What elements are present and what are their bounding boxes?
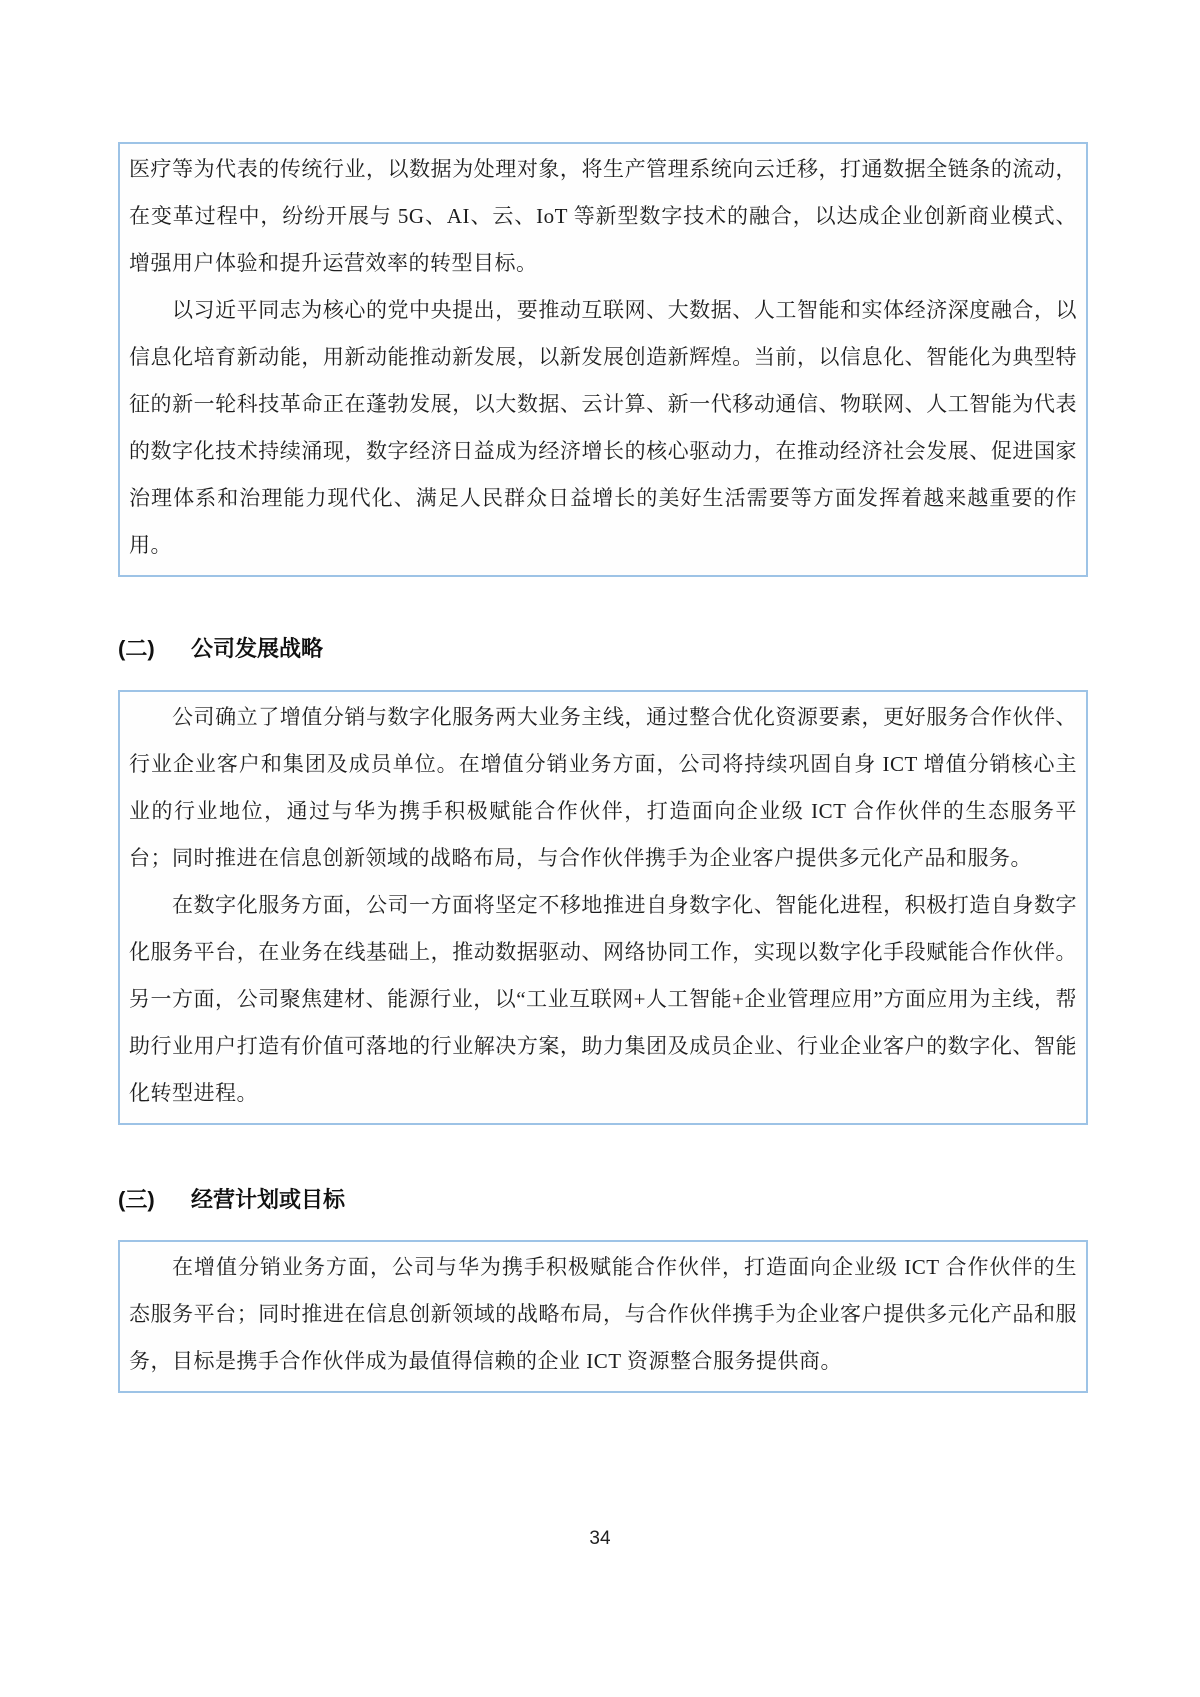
body-paragraph: 在数字化服务方面，公司一方面将坚定不移地推进自身数字化、智能化进程，积极打造自身数字化服务平台，在业务在线基础上，推动数据驱动、网络协同工作，实现以数字化手段赋能合作伙伴。另一方面，公司聚焦建材、能源行业，以“工业互联网+人工智能+企业管理应用”方面应用为主线，帮助行业用户打造有价值可落地的行业解决方案，助力集团及成员企业、行业企业客户的数字化、智能化转型进程。 [129,893,1077,1105]
section-heading-company-strategy [118,632,323,663]
text-box-development-strategy [118,690,1088,1125]
heading-number: (三) [118,1187,155,1212]
text-box-industry-overview [118,142,1088,577]
body-paragraph: 公司确立了增值分销与数字化服务两大业务主线，通过整合优化资源要素，更好服务合作伙伴、行业企业客户和集团及成员单位。在增值分销业务方面，公司将持续巩固自身 ICT 增值分销核心主业的行业地位，通过与华为携手积极赋能合作伙伴，打造面向企业级 ICT 合作伙伴的生态服务平台；同时推进在信息创新领域的战略布局，与合作伙伴携手为企业客户提供多元化产品和服务。 [129,705,1077,870]
section-heading-business-plan [118,1183,345,1214]
heading-number: (二) [118,636,155,661]
body-paragraph: 以习近平同志为核心的党中央提出，要推动互联网、大数据、人工智能和实体经济深度融合，以信息化培育新动能，用新动能推动新发展，以新发展创造新辉煌。当前，以信息化、智能化为典型特征的新一轮科技革命正在蓬勃发展，以大数据、云计算、新一代移动通信、物联网、人工智能为代表的数字化技术持续涌现，数字经济日益成为经济增长的核心驱动力，在推动经济社会发展、促进国家治理体系和治理能力现代化、满足人民群众日益增长的美好生活需要等方面发挥着越来越重要的作用。 [129,298,1077,557]
heading-title: 公司发展战略 [191,636,324,661]
body-paragraph: 在增值分销业务方面，公司与华为携手积极赋能合作伙伴，打造面向企业级 ICT 合作伙伴的生态服务平台；同时推进在信息创新领域的战略布局，与合作伙伴携手为企业客户提供多元化产品和服务，目标是携手合作伙伴成为最值得信赖的企业 ICT 资源整合服务提供商。 [129,1255,1077,1373]
text-box-business-goals [118,1240,1088,1393]
body-paragraph: 医疗等为代表的传统行业，以数据为处理对象，将生产管理系统向云迁移，打通数据全链条的流动，在变革过程中，纷纷开展与 5G、AI、云、IoT 等新型数字技术的融合，以达成企业创新商业模式、增强用户体验和提升运营效率的转型目标。 [129,157,1077,275]
heading-title: 经营计划或目标 [191,1187,346,1212]
page-number: 34 [589,1528,611,1549]
